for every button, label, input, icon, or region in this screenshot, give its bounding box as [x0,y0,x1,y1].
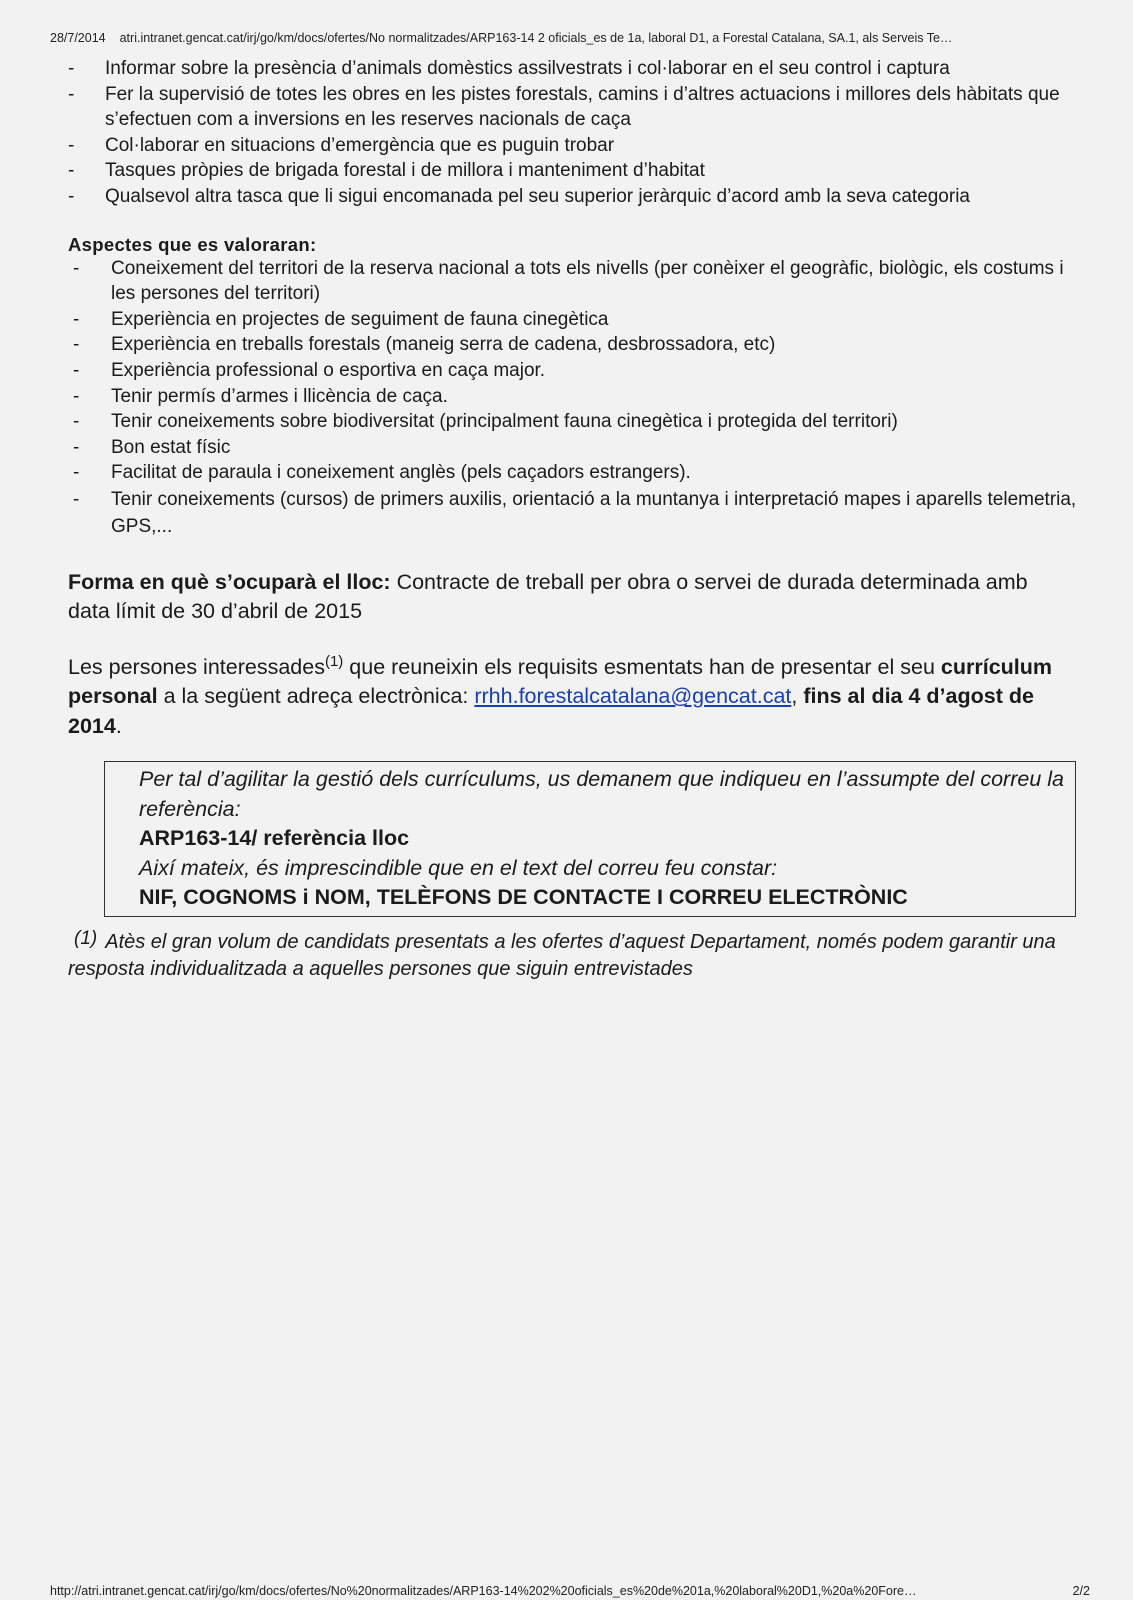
aspects-heading: Aspectes que es valoraran: [68,233,317,255]
dash-bullet: - [68,185,75,207]
list-item-text: Tasques pròpies de brigada forestal i de millora i manteniment d’habitat [105,160,705,182]
dash-bullet: - [68,160,75,182]
employment-type-paragraph [68,568,1058,627]
footnote [68,929,1058,982]
dash-bullet: - [73,385,80,407]
notice-instruction-2: Així mateix, és imprescindible que en el text del correu feu constar: [139,855,778,880]
list-item [0,82,1133,133]
list-item [0,486,1133,540]
list-item [0,332,1133,358]
list-item-text: Facilitat de paraula i coneixement anglès (pels caçadors estrangers). [111,462,691,484]
dash-bullet: - [73,334,80,356]
dash-bullet: - [73,308,80,330]
deadline-emphasis: fins al dia 4 d’agost de 2014 [68,684,1034,738]
notice-required-fields: NIF, COGNOMS i NOM, TELÈFONS DE CONTACTE I CORREU ELECTRÒNIC [139,885,908,910]
list-item-text: Tenir coneixements (cursos) de primers auxilis, orientació a la muntanya i interpretació mapes i aparells telemetria, GPS,... [111,488,1077,537]
document-body [0,56,1133,982]
list-item [0,56,1133,82]
list-item [0,184,1133,210]
list-item-text: Tenir coneixements sobre biodiversitat (principalment fauna cinegètica i protegida del territori) [111,411,898,433]
list-item-text: Tenir permís d’armes i llicència de caça. [111,385,448,407]
dash-bullet: - [73,257,80,279]
list-item [0,358,1133,384]
list-item [0,158,1133,184]
list-item-text: Bon estat físic [111,436,231,458]
employment-type-text: Contracte de treball per obra o servei de durada determinada amb data límit de 30 d’abril de 2015 [68,569,1028,624]
list-item [0,435,1133,461]
list-item-text: Informar sobre la presència d’animals domèstics assilvestrats i col·laborar en el seu control i captura [105,58,950,79]
print-footer [50,1584,1090,1598]
print-date: 28/7/2014 [50,31,106,45]
email-link[interactable]: rrhh.forestalcatalana@gencat.cat [474,684,792,709]
application-text: Les persones interessades [68,654,325,679]
page-number: 2/2 [1072,1584,1090,1598]
footnote-mark: (1) [74,927,98,949]
application-text: . [115,713,122,738]
application-text: a la següent adreça electrònica: [157,684,475,709]
print-header-url: atri.intranet.gencat.cat/irj/go/km/docs/ofertes/No normalitzades/ARP163-14 2 oficials_es de 1a, laboral D1, a Forestal Catalana, SA.1, als Serveis Te… [119,31,953,45]
list-item [0,460,1133,486]
list-item [0,307,1133,333]
dash-bullet: - [68,58,75,79]
list-item-text: Coneixement del territori de la reserva nacional a tots els nivells (per conèixer el geogràfic, biològic, els costums i les persones del territori) [111,257,1064,305]
dash-bullet: - [68,134,75,156]
list-item [0,133,1133,159]
notice-instruction: Per tal d’agilitar la gestió dels currículums, us demanem que indiqueu en l’assumpte del correu la referència: [139,767,1064,821]
list-item-text: Fer la supervisió de totes les obres en les pistes forestals, camins i d’altres actuacions i millores dels hàbitats que s’efectuen com a inversions en les reserves nacionals de caça [105,83,1060,131]
footnote-text: Atès el gran volum de candidats presentats a les ofertes d’aquest Departament, només podem garantir una resposta individualitzada a aquelles persones que siguin entrevistades [68,930,1056,980]
cv-emphasis: currículum personal [68,654,1053,709]
application-text: , [791,684,804,709]
print-footer-url: http://atri.intranet.gencat.cat/irj/go/km/docs/ofertes/No%20normalitzades/ARP163-14%202%20oficials_es%20de%201a,%20laboral%20D1,%20a%20Fore… [50,1584,917,1598]
employment-type-label: Forma en què s’ocuparà el lloc: [68,569,391,594]
list-item [0,384,1133,410]
footnote-reference: (1) [324,652,344,670]
print-header [50,31,1090,45]
aspects-list [0,256,1133,540]
list-item [0,409,1133,435]
dash-bullet: - [73,488,80,510]
dash-bullet: - [73,436,80,458]
application-text: que reuneixin els requisits esmentats han de presentar el seu [343,654,941,679]
dash-bullet: - [68,83,75,105]
list-item-text: Experiència en treballs forestals (maneig serra de cadena, desbrossadora, etc) [111,334,776,356]
list-item-text: Experiència professional o esportiva en caça major. [111,359,546,381]
list-item-text: Experiència en projectes de seguiment de fauna cinegètica [111,308,609,330]
list-item-text: Qualsevol altra tasca que li sigui encomanada pel seu superior jeràrquic d’acord amb la seva categoria [105,185,970,207]
dash-bullet: - [73,411,80,433]
list-item [0,256,1133,307]
dash-bullet: - [73,462,80,484]
notice-reference: ARP163-14/ referència lloc [139,826,410,851]
tasks-list [0,56,1133,210]
list-item-text: Col·laborar en situacions d’emergència que es puguin trobar [105,134,615,156]
dash-bullet: - [73,359,80,381]
subject-notice-box [104,761,1076,917]
application-paragraph [68,653,1058,742]
